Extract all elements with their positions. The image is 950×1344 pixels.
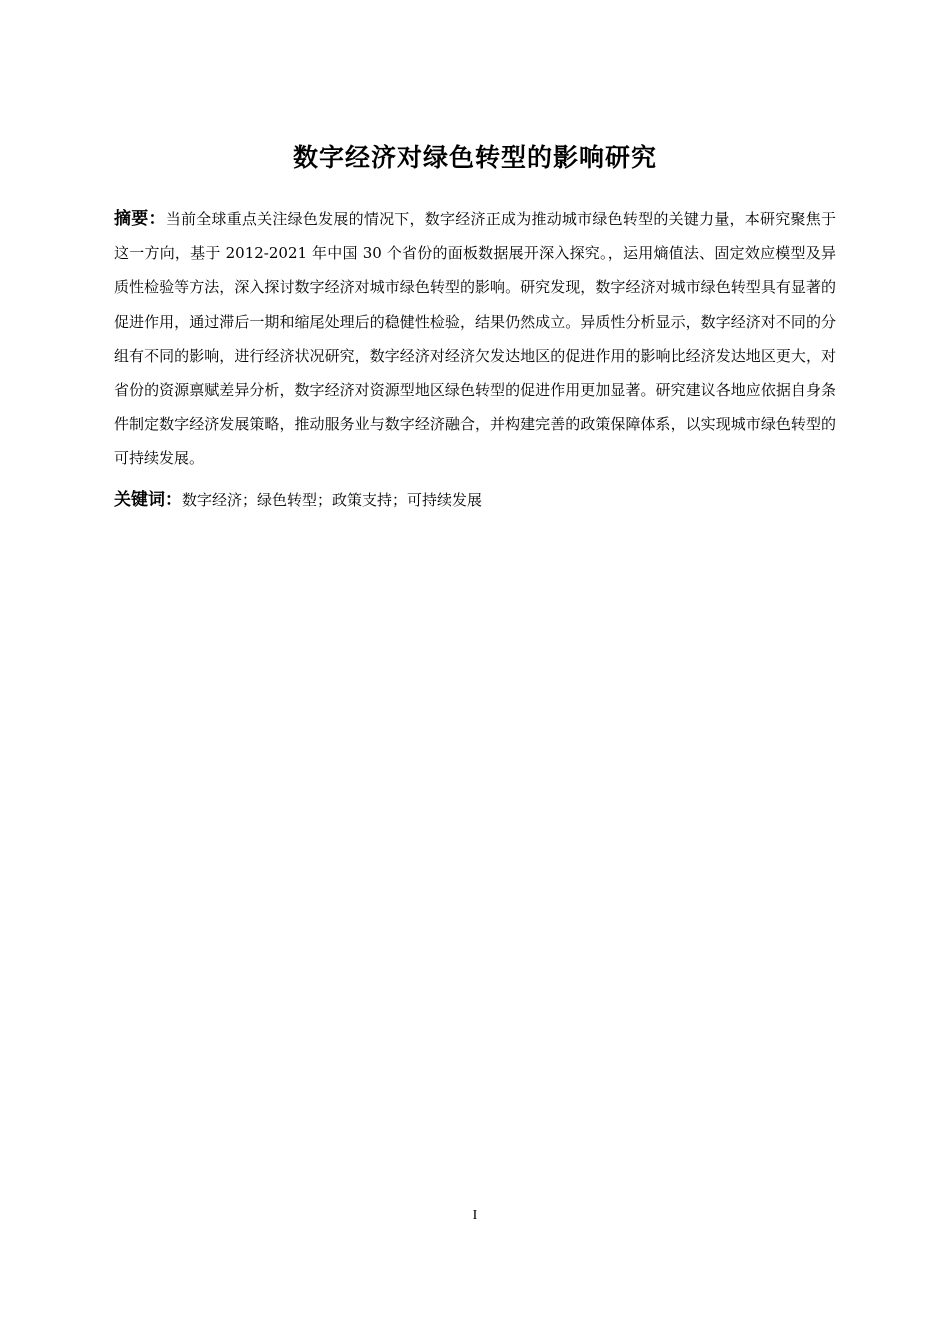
keywords-text: 数字经济；绿色转型；政策支持；可持续发展 (182, 491, 483, 509)
keywords-label: 关键词： (114, 490, 182, 510)
abstract-label: 摘要： (114, 209, 166, 229)
document-title: 数字经济对绿色转型的影响研究 (292, 143, 657, 172)
keywords-paragraph (114, 483, 836, 517)
abstract-paragraph (114, 202, 836, 476)
abstract-text: 当前全球重点关注绿色发展的情况下，数字经济正成为推动城市绿色转型的关键力量，本研究聚焦于这一方向，基于 2012-2021 年中国 30 个省份的面板数据展开深入探究。，运用熵值法、固定效应模型及异质性检验等方法，深入探讨数字经济对城市绿色转型的影响。研究发现，数字经济对城市绿色转型具有显著的促进作用，通过滞后一期和缩尾处理后的稳健性检验，结果仍然成立。异质性分析显示，数字经济对不同的分组有不同的影响，进行经济状况研究，数字经济对经济欠发达地区的促进作用的影响比经济发达地区更大，对省份的资源禀赋差异分析，数字经济对资源型地区绿色转型的促进作用更加显著。研究建议各地应依据自身条件制定数字经济发展策略，推动服务业与数字经济融合，并构建完善的政策保障体系，以实现城市绿色转型的可持续发展。 (114, 210, 836, 468)
page-number: I (472, 1208, 478, 1223)
